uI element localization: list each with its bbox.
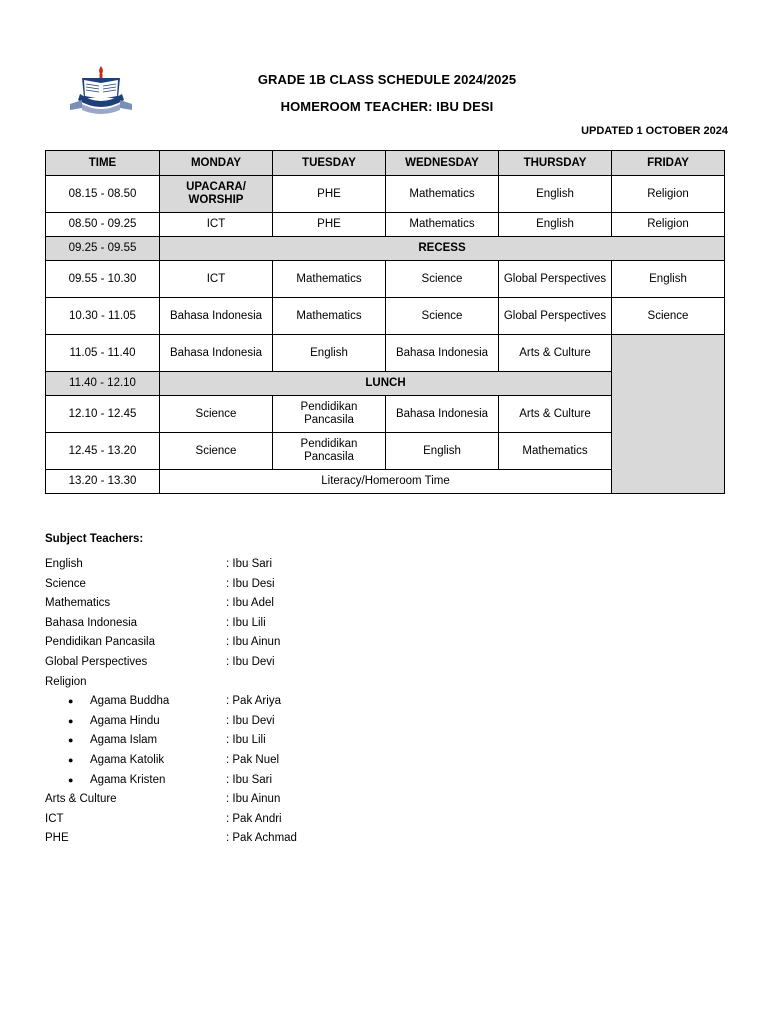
list-item [45,633,445,653]
table-row [46,261,725,298]
friday-cell: Science [612,298,725,335]
subject-name: Agama Hindu [90,714,160,727]
subject-name: Agama Katolik [90,753,165,766]
wednesday-cell: Bahasa Indonesia [386,335,499,372]
list-item [45,712,445,732]
wednesday-cell: Bahasa Indonesia [386,396,499,433]
tuesday-cell: PHE [273,176,386,213]
list-item [45,790,445,810]
column-header-time: TIME [46,151,160,176]
table-row [46,213,725,237]
monday-cell: ICT [160,261,273,298]
time-cell: 13.20 - 13.30 [46,470,160,494]
subject-name: Agama Buddha [90,695,170,708]
column-header-tuesday: TUESDAY [273,151,386,176]
tuesday-cell: English [273,335,386,372]
lunch-label: LUNCH [160,372,612,396]
teacher-name: : Pak Achmad [226,832,297,845]
teacher-name: : Pak Ariya [226,695,281,708]
tuesday-cell: Pendidikan Pancasila [273,396,386,433]
monday-cell: Science [160,396,273,433]
list-item [45,555,445,575]
thursday-cell: Mathematics [499,433,612,470]
monday-cell: Bahasa Indonesia [160,298,273,335]
list-item [45,653,445,673]
teacher-name: : Ibu Ainun [226,793,281,806]
subject-name: Religion [45,675,87,688]
recess-row [46,237,725,261]
thursday-cell: Global Perspectives [499,261,612,298]
time-cell: 09.55 - 10.30 [46,261,160,298]
bullet-icon: ● [68,735,74,746]
list-item [45,692,445,712]
teacher-name: : Ibu Lili [226,616,266,629]
subject-name: Pendidikan Pancasila [45,636,155,649]
friday-cell: Religion [612,176,725,213]
friday-empty-block [612,335,725,494]
recess-label: RECESS [160,237,725,261]
thursday-cell: Arts & Culture [499,335,612,372]
teacher-name: : Pak Nuel [226,753,280,766]
wednesday-cell: Science [386,261,499,298]
subject-name: Science [45,577,86,590]
column-header-monday: MONDAY [160,151,273,176]
wednesday-cell: Mathematics [386,213,499,237]
subject-teachers-heading: Subject Teachers: [45,533,144,545]
subject-name: Global Perspectives [45,655,148,668]
list-item [45,829,445,849]
monday-cell: Bahasa Indonesia [160,335,273,372]
time-cell: 11.40 - 12.10 [46,372,160,396]
column-header-friday: FRIDAY [612,151,725,176]
list-item [45,731,445,751]
thursday-cell: English [499,176,612,213]
column-header-thursday: THURSDAY [499,151,612,176]
wednesday-cell: Science [386,298,499,335]
tuesday-cell: Pendidikan Pancasila [273,433,386,470]
teacher-name: : Ibu Adel [226,597,274,610]
monday-cell: Science [160,433,273,470]
list-item [45,810,445,830]
teacher-name: : Ibu Sari [226,558,273,570]
subject-name: English [45,558,83,570]
thursday-cell: Global Perspectives [499,298,612,335]
time-cell: 12.10 - 12.45 [46,396,160,433]
subject-name: Agama Islam [90,734,158,747]
time-cell: 11.05 - 11.40 [46,335,160,372]
schedule-title: GRADE 1B CLASS SCHEDULE 2024/2025 [257,72,517,87]
list-item [45,751,445,771]
tuesday-cell: Mathematics [273,261,386,298]
teacher-name: : Ibu Lili [226,734,266,747]
table-row [46,335,725,372]
time-cell: 08.50 - 09.25 [46,213,160,237]
teacher-name: : Ibu Ainun [226,636,281,649]
table-header-row [46,151,725,176]
friday-cell: Religion [612,213,725,237]
teacher-name: : Pak Andri [226,812,282,825]
class-schedule-table [45,150,725,494]
table-row [46,176,725,213]
monday-cell: ICT [160,213,273,237]
subject-name: Agama Kristen [90,773,166,786]
bullet-icon: ● [68,715,74,726]
list-item [45,673,445,693]
list-item [45,575,445,595]
tuesday-cell: PHE [273,213,386,237]
list-item [45,771,445,791]
table-row [46,298,725,335]
time-cell: 12.45 - 13.20 [46,433,160,470]
time-cell: 10.30 - 11.05 [46,298,160,335]
subject-name: PHE [45,832,69,845]
thursday-cell: Arts & Culture [499,396,612,433]
monday-cell: UPACARA/ WORSHIP [160,176,273,213]
list-item [45,594,445,614]
time-cell: 09.25 - 09.55 [46,237,160,261]
column-header-wednesday: WEDNESDAY [386,151,499,176]
teacher-name: : Ibu Devi [226,655,275,668]
bullet-icon: ● [68,696,74,707]
teacher-name: : Ibu Devi [226,714,275,727]
list-item [45,614,445,634]
bullet-icon: ● [68,754,74,765]
homeroom-teacher-title: HOMEROOM TEACHER: IBU DESI [280,99,494,114]
friday-cell: English [612,261,725,298]
teacher-name: : Ibu Sari [226,773,273,786]
tuesday-cell: Mathematics [273,298,386,335]
subject-name: Arts & Culture [45,793,117,806]
subject-teachers-list [45,533,445,849]
wednesday-cell: Mathematics [386,176,499,213]
wednesday-cell: English [386,433,499,470]
teacher-name: : Ibu Desi [226,577,275,590]
subject-name: Mathematics [45,597,111,610]
literacy-homeroom-cell: Literacy/Homeroom Time [160,470,612,494]
subject-name: Bahasa Indonesia [45,616,138,629]
updated-date: UPDATED 1 OCTOBER 2024 [581,125,728,137]
subject-name: ICT [45,812,64,825]
thursday-cell: English [499,213,612,237]
bullet-icon: ● [68,774,74,785]
time-cell: 08.15 - 08.50 [46,176,160,213]
